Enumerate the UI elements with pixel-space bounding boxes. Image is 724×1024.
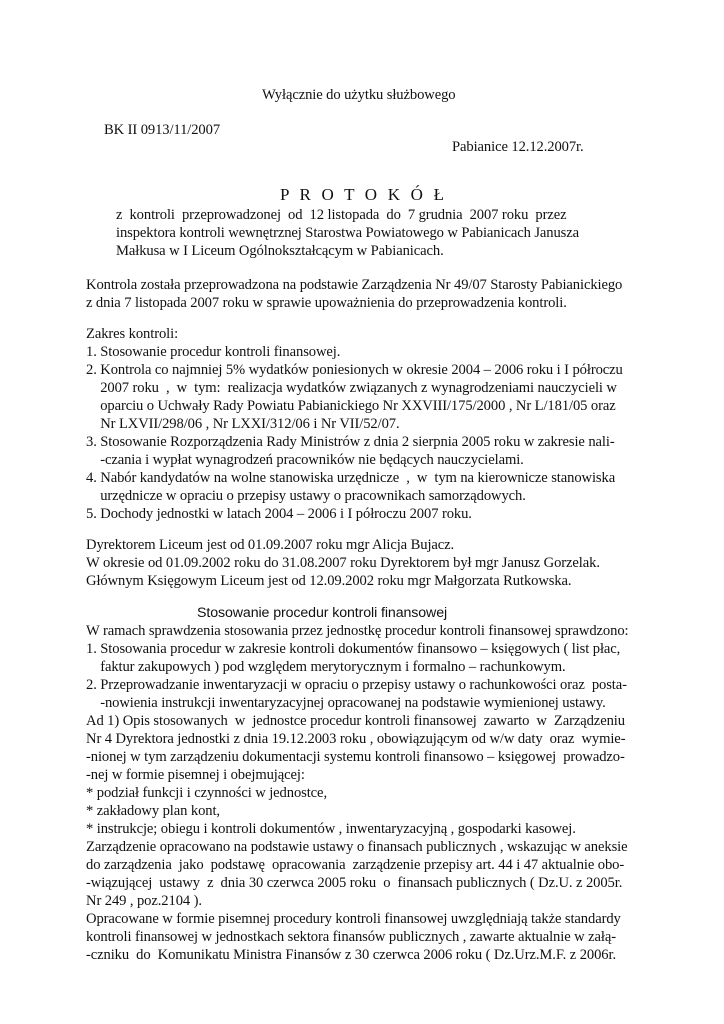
staff-line: W okresie od 01.09.2002 roku do 31.08.2007 roku Dyrektorem był mgr Janusz Gorzelak. — [86, 555, 600, 571]
section-line: Nr 249 , poz.2104 ). — [86, 893, 202, 909]
scope-line: 3. Stosowanie Rozporządzenia Rady Ministrów z dnia 2 sierpnia 2005 roku w zakresie nali- — [86, 434, 615, 450]
section-line: faktur zakupowych ) pod względem merytorycznym i formalno – rachunkowym. — [86, 659, 566, 675]
document-title: P R O T O K Ó Ł — [280, 185, 448, 204]
reference-number: BK II 0913/11/2007 — [104, 122, 221, 138]
section-line: -czniku do Komunikatu Ministra Finansów z 30 czerwca 2006 roku ( Dz.Urz.M.F. z 2006r. — [86, 947, 616, 963]
scope-line: 1. Stosowanie procedur kontroli finansowej. — [86, 344, 341, 360]
section-line: do zarządzenia jako podstawę opracowania zarządzenie przepisy art. 44 i 47 aktualnie obo- — [86, 857, 625, 873]
section-line: W ramach sprawdzenia stosowania przez jednostkę procedur kontroli finansowej sprawdzono: — [86, 623, 629, 639]
section-line: kontroli finansowej w jednostkach sektora finansów publicznych , zawarte aktualnie w załą- — [86, 929, 616, 945]
staff-line: Dyrektorem Liceum jest od 01.09.2007 roku mgr Alicja Bujacz. — [86, 537, 455, 553]
section-line: Ad 1) Opis stosowanych w jednostce procedur kontroli finansowej zawarto w Zarządzeniu — [86, 713, 625, 729]
scope-line: Nr LXVII/298/06 , Nr LXXI/312/06 i Nr VII/52/07. — [86, 416, 400, 432]
section-title: Stosowanie procedur kontroli finansowej — [197, 605, 448, 621]
scope-line: 2007 roku , w tym: realizacja wydatków związanych z wynagrodzeniami nauczycieli w — [86, 380, 617, 396]
intro-line: z kontroli przeprowadzonej od 12 listopada do 7 grudnia 2007 roku przez — [116, 207, 567, 223]
section-line: Zarządzenie opracowano na podstawie ustawy o finansach publicznych , wskazując w aneksie — [86, 839, 628, 855]
section-line: Nr 4 Dyrektora jednostki z dnia 19.12.2003 roku , obowiązującym od w/w daty oraz wymie- — [86, 731, 626, 747]
scope-line: 5. Dochody jednostki w latach 2004 – 2006 i I półroczu 2007 roku. — [86, 506, 472, 522]
basis-line: Kontrola została przeprowadzona na podstawie Zarządzenia Nr 49/07 Starosty Pabianickiego — [86, 277, 623, 293]
confidential-note: Wyłącznie do użytku służbowego — [262, 87, 456, 103]
intro-line: inspektora kontroli wewnętrznej Starostwa Powiatowego w Pabianicach Janusza — [116, 225, 580, 241]
section-line: * podział funkcji i czynności w jednostce, — [86, 785, 327, 801]
scope-line: oparciu o Uchwały Rady Powiatu Pabianickiego Nr XXVIII/175/2000 , Nr L/181/05 oraz — [86, 398, 616, 414]
basis-line: z dnia 7 listopada 2007 roku w sprawie upoważnienia do przeprowadzenia kontroli. — [86, 295, 567, 311]
place-date: Pabianice 12.12.2007r. — [452, 139, 584, 155]
section-line: -wiązującej ustawy z dnia 30 czerwca 2005 roku o finansach publicznych ( Dz.U. z 2005r. — [86, 875, 623, 891]
section-line: -nionej w tym zarządzeniu dokumentacji systemu kontroli finansowo – księgowej prowadzo- — [86, 749, 625, 765]
section-line: 1. Stosowania procedur w zakresie kontroli dokumentów finansowo – księgowych ( list płac, — [86, 641, 621, 657]
section-line: -nej w formie pisemnej i obejmującej: — [86, 767, 305, 783]
staff-line: Głównym Księgowym Liceum jest od 12.09.2002 roku mgr Małgorzata Rutkowska. — [86, 573, 572, 589]
scope-heading: Zakres kontroli: — [86, 326, 179, 342]
scope-line: 4. Nabór kandydatów na wolne stanowiska urzędnicze , w tym na kierownicze stanowiska — [86, 470, 616, 486]
section-line: * zakładowy plan kont, — [86, 803, 220, 819]
section-line: Opracowane w formie pisemnej procedury kontroli finansowej uwzględniają także standardy — [86, 911, 621, 927]
scope-line: -czania i wypłat wynagrodzeń pracowników nie będących nauczycielami. — [86, 452, 524, 468]
scope-line: 2. Kontrola co najmniej 5% wydatków poniesionych w okresie 2004 – 2006 roku i I półroczu — [86, 362, 623, 378]
intro-line: Małkusa w I Liceum Ogólnokształcącym w Pabianicach. — [116, 243, 444, 259]
section-line: 2. Przeprowadzanie inwentaryzacji w opraciu o przepisy ustawy o rachunkowości oraz posta- — [86, 677, 627, 693]
scope-line: urzędnicze w opraciu o przepisy ustawy o pracownikach samorządowych. — [86, 488, 526, 504]
section-line: -nowienia instrukcji inwentaryzacyjnej opracowanej na podstawie wymienionej ustawy. — [86, 695, 606, 711]
section-line: * instrukcje; obiegu i kontroli dokumentów , inwentaryzacyjną , gospodarki kasowej. — [86, 821, 576, 837]
